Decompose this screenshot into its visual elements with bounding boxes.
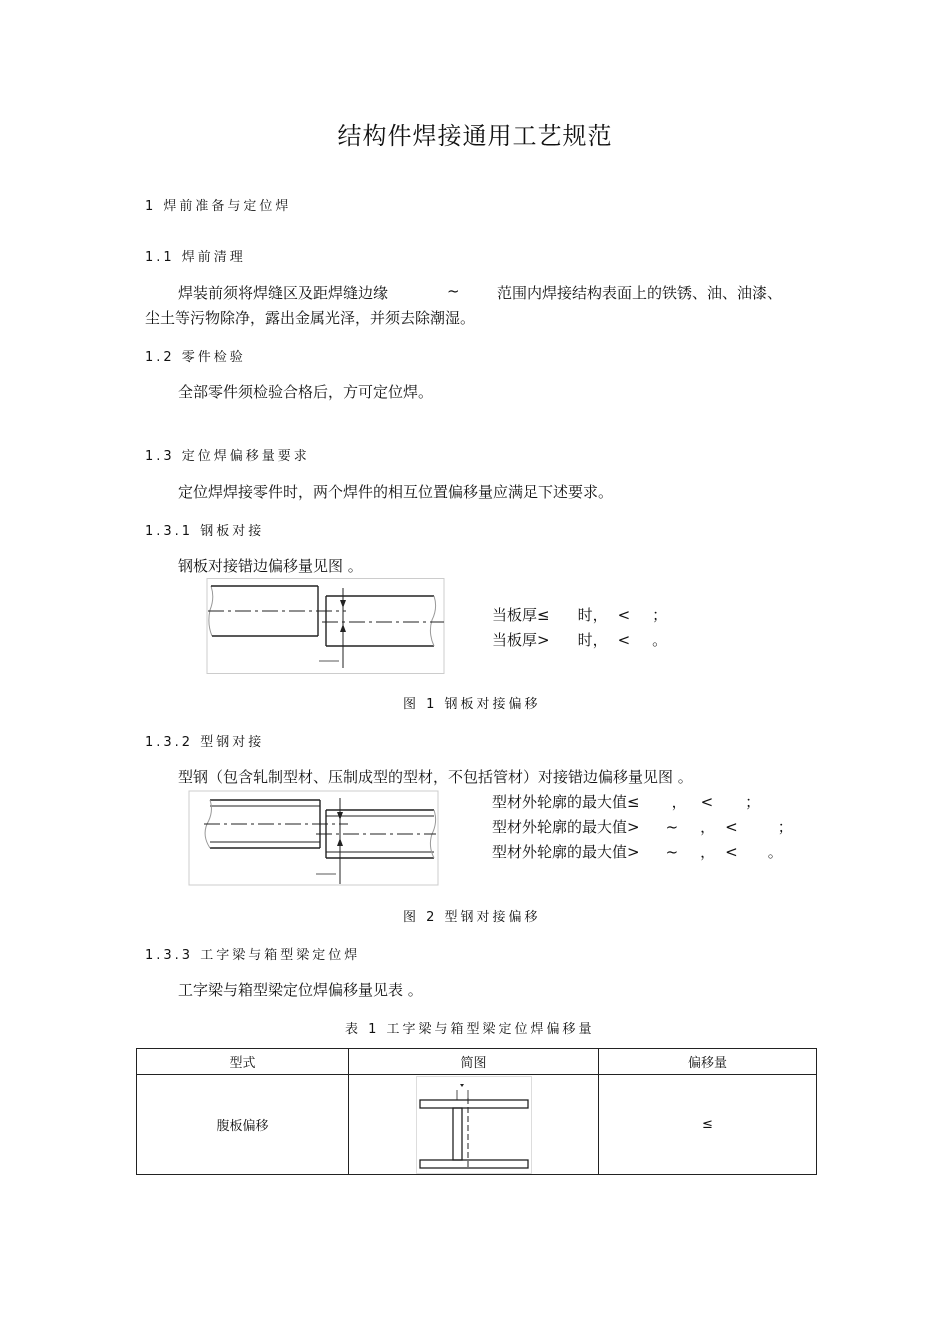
figure-2-rule-3 (492, 841, 783, 862)
figure-2-caption: 图 2 型钢对接偏移 (403, 910, 541, 925)
section-1-3-1-heading: 1.3.1 钢板对接 (145, 524, 265, 539)
figure-1-rule-1 (492, 604, 667, 625)
figure-2-rule-3-a: 型材外轮廓的最大值> (492, 843, 640, 861)
section-1-2-heading: 1.2 零件检验 (145, 350, 246, 365)
offset-table (136, 1048, 817, 1175)
figure-2-rule-1-c: < (700, 793, 714, 811)
section-1-3-2-heading: 1.3.2 型钢对接 (145, 735, 265, 750)
figure-2-rule-2-e: ； (777, 818, 793, 836)
section-1-2-text: 全部零件须检验合格后，方可定位焊。 (178, 383, 434, 401)
table-cell-offset: ≤ (599, 1075, 817, 1175)
table-1-caption: 表 1 工字梁与箱型梁定位焊偏移量 (345, 1022, 595, 1037)
table-header-row (137, 1049, 817, 1075)
section-1-heading: 1 焊前准备与定位焊 (145, 199, 292, 214)
figure-1-rule-1-d: ； (652, 606, 668, 624)
table-header-type: 型式 (137, 1049, 349, 1075)
figure-2-section-steel-butt-joint (188, 790, 440, 888)
figure-1-plate-butt-joint (206, 578, 446, 676)
section-1-3-3-heading: 1.3.3 工字梁与箱型梁定位焊 (145, 948, 361, 963)
figure-2-rule-2 (492, 816, 793, 837)
figure-2-rule-1-b: ， (671, 793, 687, 811)
table-cell-diagram (349, 1075, 599, 1175)
table-header-offset: 偏移量 (599, 1049, 817, 1075)
figure-1-rule-2-b: 时， (577, 631, 608, 649)
section-1-1-tilde: ~ (447, 282, 460, 300)
figure-2-rule-2-b: ~ (665, 818, 679, 836)
figure-2-rule-1 (492, 791, 760, 812)
table-header-diagram: 简图 (349, 1049, 599, 1075)
figure-1-rule-2 (492, 629, 667, 650)
figure-1-rule-1-b: 时， (577, 606, 608, 624)
figure-2-rule-3-c: ， (700, 843, 716, 861)
section-1-1-text-b: 范围内焊接结构表面上的铁锈、油、油漆、 (497, 284, 783, 302)
figure-2-rule-2-a: 型材外轮廓的最大值> (492, 818, 640, 836)
figure-2-rule-3-d: < (725, 843, 738, 861)
section-1-3-text: 定位焊焊接零件时，两个焊件的相互位置偏移量应满足下述要求。 (178, 483, 614, 501)
figure-2-rule-1-a: 型材外轮廓的最大值≤ (492, 793, 640, 811)
section-1-3-1-text: 钢板对接错边偏移量见图 。 (178, 557, 363, 575)
section-1-1-text-a: 焊装前须将焊缝区及距焊缝边缘 (178, 284, 389, 302)
figure-1-rule-1-c: < (617, 606, 631, 624)
figure-2-rule-1-d: ； (745, 793, 761, 811)
i-beam-web-offset-diagram (416, 1076, 532, 1174)
figure-1-rule-2-c: < (617, 631, 631, 649)
section-1-3-2-text: 型钢（包含轧制型材、压制成型的型材，不包括管材）对接错边偏移量见图 。 (178, 768, 693, 786)
figure-2-rule-2-c: ， (700, 818, 716, 836)
figure-2-rule-2-d: < (725, 818, 738, 836)
page-title: 结构件焊接通用工艺规范 (337, 122, 613, 150)
section-1-3-3-text: 工字梁与箱型梁定位焊偏移量见表 。 (178, 981, 423, 999)
section-1-3-heading: 1.3 定位焊偏移量要求 (145, 449, 310, 464)
figure-2-rule-3-b: ~ (665, 843, 679, 861)
figure-1-rule-1-a: 当板厚≤ (492, 606, 550, 624)
section-1-1-heading: 1.1 焊前清理 (145, 250, 246, 265)
figure-1-rule-2-d: 。 (652, 631, 668, 649)
section-1-1-text-c: 尘土等污物除净，露出金属光泽，并须去除潮湿。 (145, 309, 476, 327)
table-cell-type: 腹板偏移 (137, 1075, 349, 1175)
table-row (137, 1075, 817, 1175)
figure-2-rule-3-e: 。 (767, 843, 783, 861)
figure-1-rule-2-a: 当板厚> (492, 631, 550, 649)
figure-1-caption: 图 1 钢板对接偏移 (403, 697, 541, 712)
